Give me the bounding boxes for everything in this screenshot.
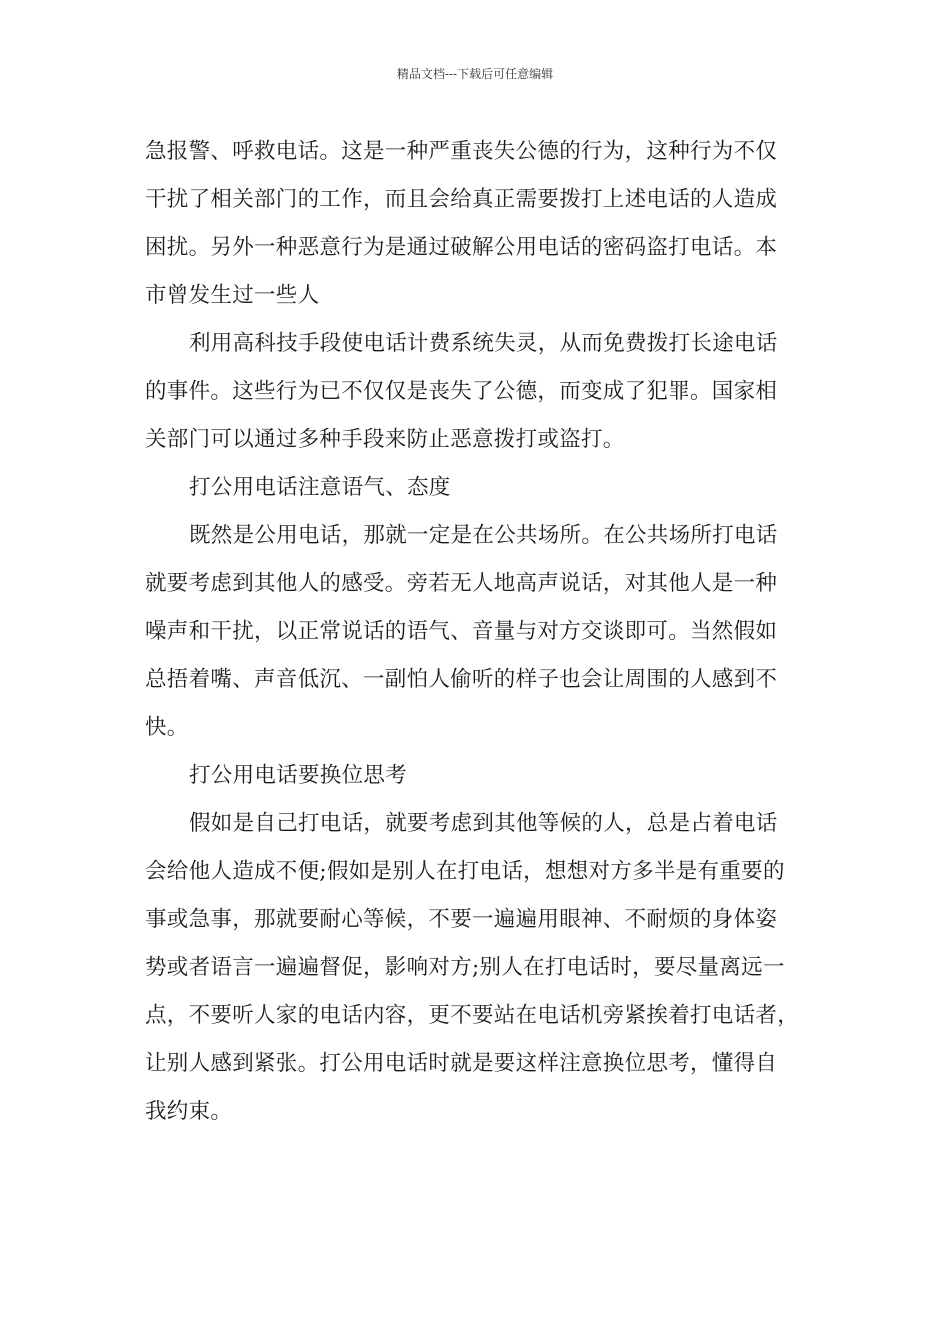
text-line: 点，不要听人家的电话内容，更不要站在电话机旁紧挨着打电话者， — [145, 1003, 800, 1028]
document-body — [145, 128, 809, 1136]
text-line: 急报警、呼救电话。这是一种严重丧失公德的行为，这种行为不仅 — [145, 139, 778, 164]
page-header: 精品文档---下载后可任意编辑 — [396, 67, 554, 81]
paragraph-public-place — [145, 512, 809, 752]
text-line: 会给他人造成不便;假如是别人在打电话，想想对方多半是有重要的 — [145, 859, 785, 884]
text-line: 就要考虑到其他人的感受。旁若无人地高声说话，对其他人是一种 — [145, 571, 778, 596]
section-heading-tone — [145, 464, 809, 512]
text-line: 总捂着嘴、声音低沉、一副怕人偷听的样子也会让周围的人感到不 — [145, 667, 778, 692]
text-line: 关部门可以通过多种手段来防止恶意拨打或盗打。 — [145, 427, 625, 452]
text-line: 假如是自己打电话，就要考虑到其他等候的人，总是占着电话 — [189, 811, 778, 836]
paragraph-continuation — [145, 128, 809, 320]
text-line: 既然是公用电话，那就一定是在公共场所。在公共场所打电话 — [189, 523, 778, 548]
heading-line: 打公用电话注意语气、态度 — [189, 475, 451, 500]
text-line: 的事件。这些行为已不仅仅是丧失了公德，而变成了犯罪。国家相 — [145, 379, 778, 404]
text-line: 快。 — [145, 715, 189, 740]
text-line: 让别人感到紧张。打公用电话时就是要这样注意换位思考，懂得自 — [145, 1051, 778, 1076]
text-line: 噪声和干扰，以正常说话的语气、音量与对方交谈即可。当然假如 — [145, 619, 778, 644]
section-heading-empathy — [145, 752, 809, 800]
heading-line: 打公用电话要换位思考 — [189, 763, 408, 788]
text-line: 我约束。 — [145, 1099, 233, 1124]
paragraph-empathy — [145, 800, 809, 1136]
text-line: 困扰。另外一种恶意行为是通过破解公用电话的密码盗打电话。本 — [145, 235, 778, 260]
paragraph-crime — [145, 320, 809, 464]
text-line: 事或急事，那就要耐心等候，不要一遍遍用眼神、不耐烦的身体姿 — [145, 907, 778, 932]
text-line: 干扰了相关部门的工作，而且会给真正需要拨打上述电话的人造成 — [145, 187, 778, 212]
text-line: 利用高科技手段使电话计费系统失灵，从而免费拨打长途电话 — [189, 331, 778, 356]
text-line: 势或者语言一遍遍督促，影响对方;别人在打电话时，要尽量离远一 — [145, 955, 785, 980]
text-line: 市曾发生过一些人 — [145, 283, 320, 308]
